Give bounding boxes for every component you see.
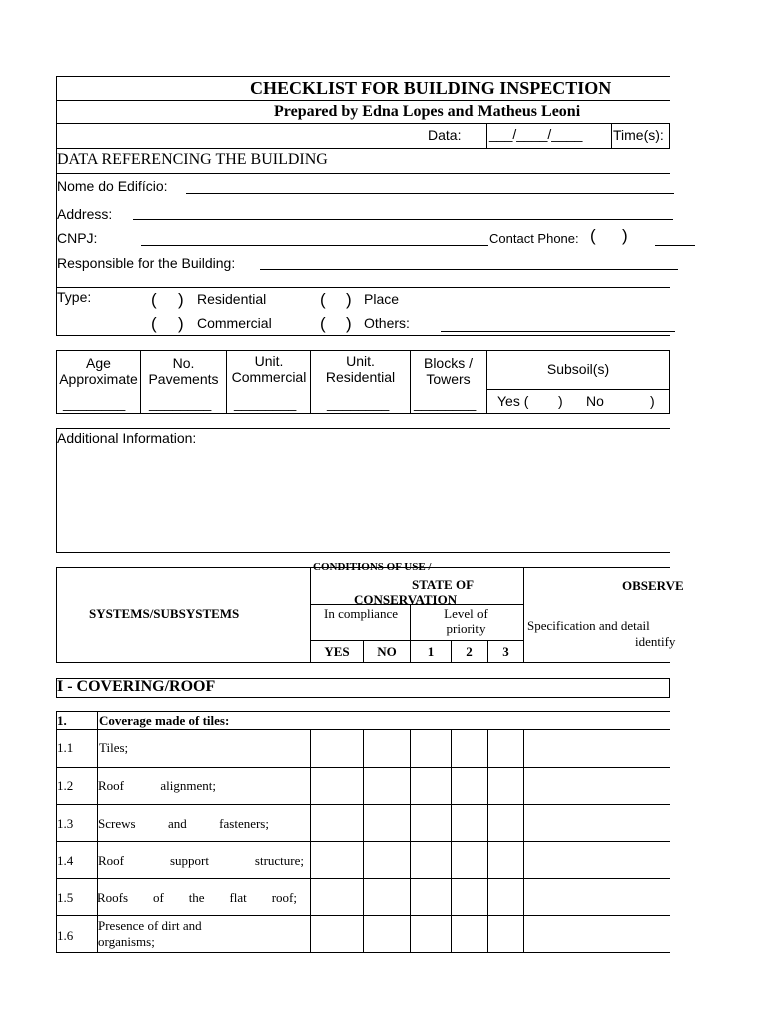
phone-area-close: ) <box>622 226 628 245</box>
date-label: Data: <box>428 127 462 143</box>
type-place-label: Place <box>364 291 400 307</box>
row-word: Screws <box>98 816 136 831</box>
unit-commercial-field[interactable]: ________ <box>234 395 297 411</box>
col-unit-commercial: Unit. Commercial <box>231 353 307 385</box>
priority-3-header: 3 <box>502 644 509 659</box>
conditions-header-line2: STATE OF <box>412 577 475 592</box>
address-field[interactable] <box>133 219 673 220</box>
age-field[interactable]: ________ <box>63 395 126 411</box>
subsoil-yes-option[interactable]: Yes ( <box>497 393 529 409</box>
priority-2-header: 2 <box>466 644 473 659</box>
col-blocks-towers: Blocks / Towers <box>423 355 473 387</box>
section-title-covering-roof: I - COVERING/ROOF <box>57 678 216 695</box>
row-word: Presence of dirt and <box>98 918 202 933</box>
type-label: Type: <box>57 289 92 305</box>
pavements-field[interactable]: ________ <box>149 395 212 411</box>
type-others-open[interactable]: ( <box>320 314 326 333</box>
row-word: of <box>152 890 164 905</box>
row-description <box>98 778 216 794</box>
type-place-open[interactable]: ( <box>320 290 326 309</box>
responsible-field[interactable] <box>260 269 678 270</box>
row-word: Roof <box>98 853 124 868</box>
row-number: 1.1 <box>57 740 74 755</box>
conditions-header-line3: CONSERVATION <box>354 592 458 607</box>
type-commercial-open[interactable]: ( <box>151 314 157 333</box>
identify-header: identify <box>635 634 676 649</box>
conditions-header-line1: CONDITIONS OF USE / <box>313 561 432 573</box>
type-commercial-close[interactable]: ) <box>178 314 184 333</box>
row-word: roof; <box>271 890 297 905</box>
row-word: Tiles; <box>99 740 129 755</box>
type-residential-label: Residential <box>197 291 267 307</box>
row-word: flat <box>229 890 247 905</box>
subsoil-no-close: ) <box>650 393 655 409</box>
row-description <box>97 890 297 906</box>
row-number: 1.3 <box>57 816 74 831</box>
row-word: Roofs <box>97 890 129 905</box>
address-label: Address: <box>57 206 113 222</box>
prepared-by: Prepared by Edna Lopes and Matheus Leoni <box>274 103 581 120</box>
group-number: 1. <box>57 713 67 728</box>
row-description <box>98 918 202 950</box>
priority-1-header: 1 <box>427 644 435 659</box>
systems-subsystems-header: SYSTEMS/SUBSYSTEMS <box>89 606 240 621</box>
type-residential-open[interactable]: ( <box>151 290 157 309</box>
row-word: and <box>167 816 187 831</box>
type-others-label: Others: <box>364 315 410 331</box>
page-title: CHECKLIST FOR BUILDING INSPECTION <box>250 78 612 98</box>
cnpj-field[interactable] <box>141 245 488 246</box>
row-word: structure; <box>254 853 304 868</box>
row-number: 1.2 <box>57 778 74 793</box>
time-label: Time(s): <box>613 127 664 143</box>
cnpj-label: CNPJ: <box>57 230 98 246</box>
no-header: NO <box>377 644 397 659</box>
row-word: fasteners; <box>219 816 269 831</box>
level-priority-header: Level of priority <box>444 606 488 636</box>
specification-header: Specification and detail <box>527 618 650 633</box>
yes-header: YES <box>324 644 350 659</box>
observe-header: OBSERVE <box>622 578 684 593</box>
type-others-close[interactable]: ) <box>346 314 352 333</box>
contact-phone-label: Contact Phone: <box>489 231 579 246</box>
building-section-title: DATA REFERENCING THE BUILDING <box>57 151 328 168</box>
row-number: 1.5 <box>57 890 74 905</box>
type-place-close[interactable]: ) <box>346 290 352 309</box>
row-description <box>99 740 128 756</box>
additional-info-field[interactable] <box>58 450 668 550</box>
row-word: support <box>169 853 209 868</box>
col-no-pavements: No. Pavements <box>148 355 219 387</box>
row-number: 1.4 <box>57 853 74 868</box>
row-description <box>98 816 269 832</box>
responsible-label: Responsible for the Building: <box>57 255 236 271</box>
blocks-towers-field[interactable]: ________ <box>414 395 477 411</box>
building-name-field[interactable] <box>186 193 674 194</box>
row-word: alignment; <box>160 778 216 793</box>
type-commercial-label: Commercial <box>197 315 272 331</box>
date-field[interactable]: ___/____/____ <box>489 126 583 142</box>
subsoil-no-option[interactable]: ) No <box>558 393 604 409</box>
row-word: Roof <box>98 778 124 793</box>
building-name-label: Nome do Edifício: <box>57 178 168 194</box>
row-number: 1.6 <box>57 928 74 943</box>
col-subsoil: Subsoil(s) <box>546 361 610 377</box>
group-title: Coverage made of tiles: <box>99 713 230 728</box>
row-word: the <box>188 890 205 905</box>
row-description <box>98 853 304 869</box>
col-unit-residential: Unit. Residential <box>325 353 396 385</box>
in-compliance-header: In compliance <box>324 606 398 621</box>
additional-info-label: Additional Information: <box>57 430 197 446</box>
contact-phone-field[interactable] <box>655 245 695 246</box>
phone-area-open: ( <box>590 226 596 245</box>
col-age-approximate: Age Approximate <box>59 355 138 387</box>
unit-residential-field[interactable]: ________ <box>327 395 390 411</box>
type-residential-close[interactable]: ) <box>178 290 184 309</box>
row-word: organisms; <box>98 934 155 949</box>
type-others-field[interactable] <box>441 331 675 332</box>
